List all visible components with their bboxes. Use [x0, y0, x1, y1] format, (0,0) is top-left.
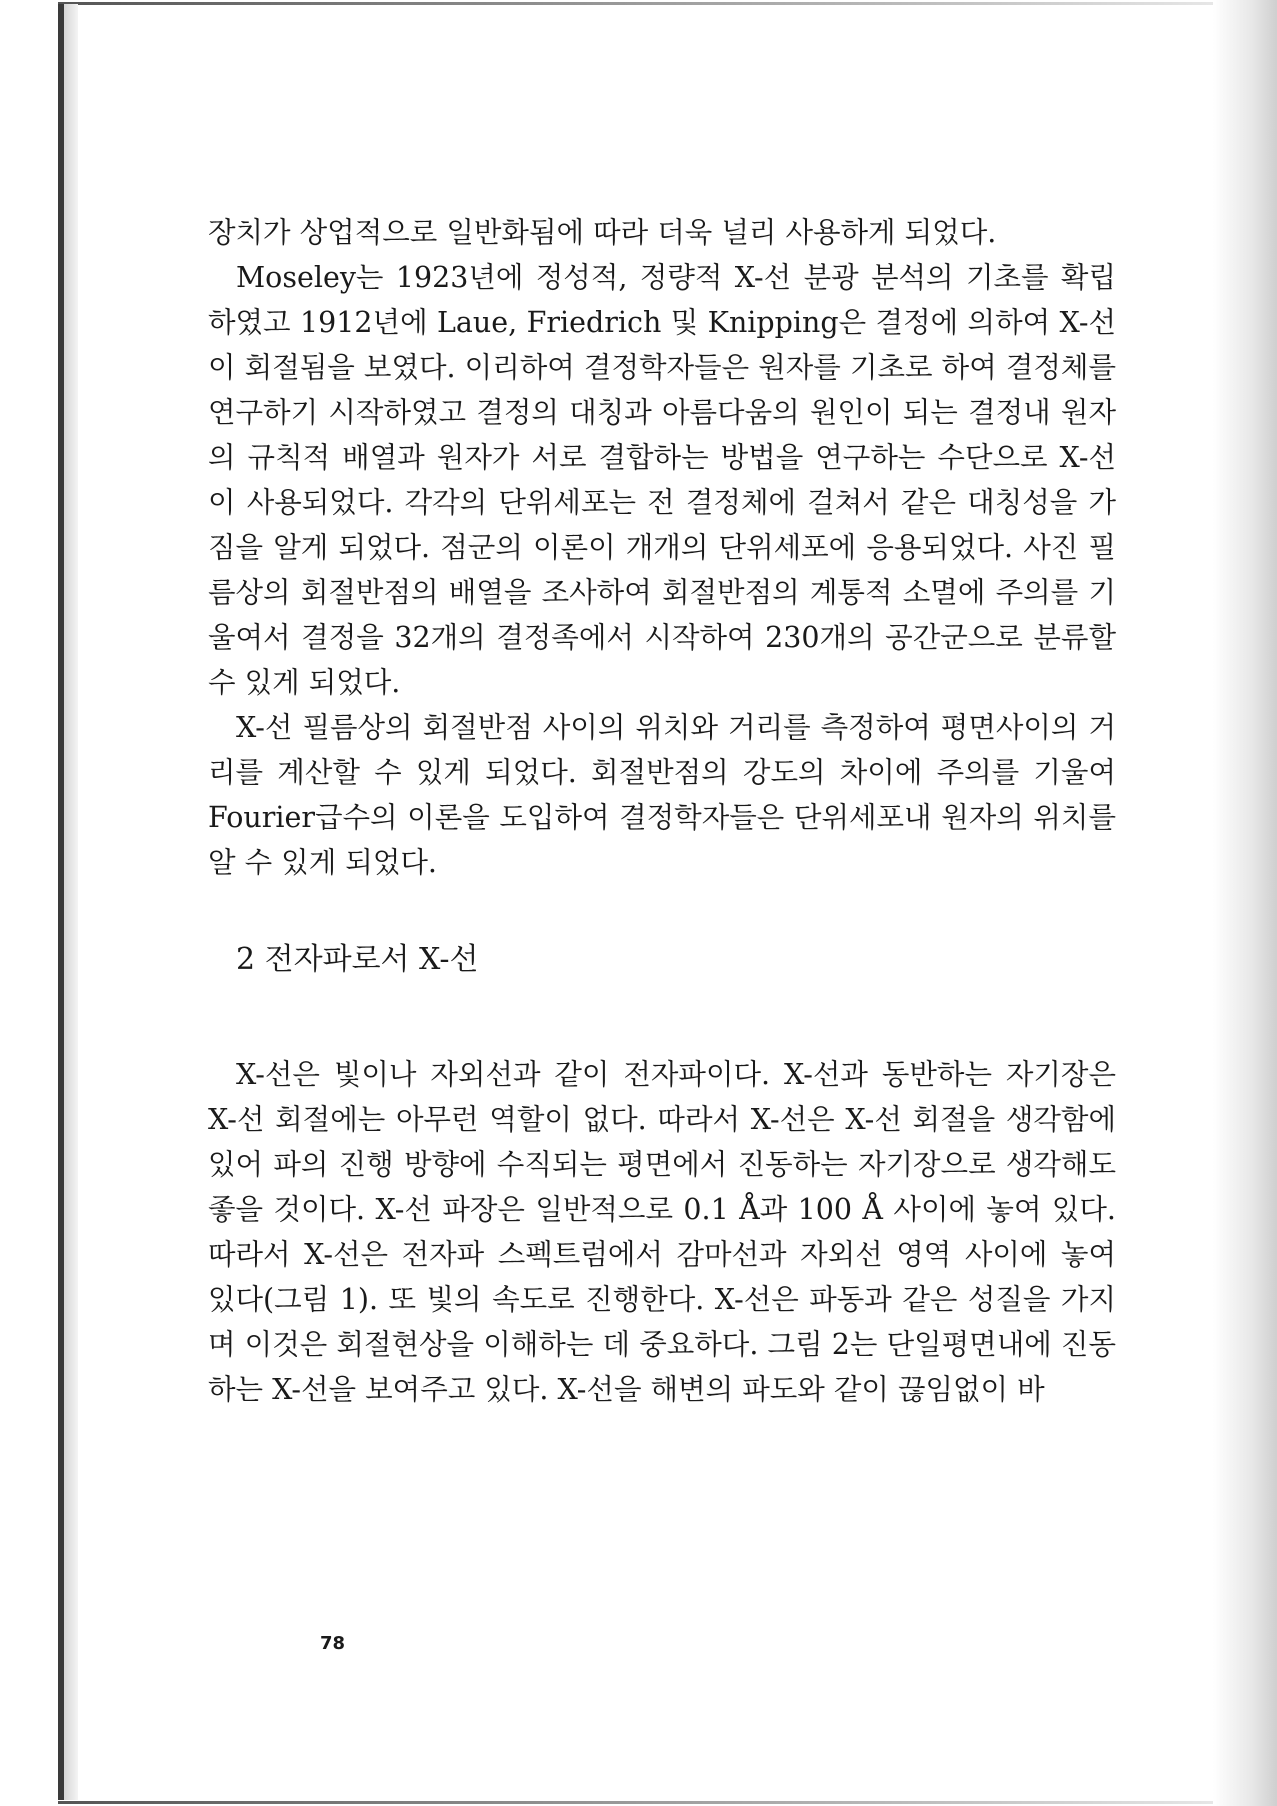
paragraph-1: 장치가 상업적으로 일반화됨에 따라 더욱 널리 사용하게 되었다.	[208, 216, 997, 249]
paragraph-4: X-선은 빛이나 자외선과 같이 전자파이다. X-선과 동반하는 자기장은 X-선 회절에는 아무런 역할이 없다. 따라서 X-선은 X-선 회절을 생각함에 있어 파의 진행 방향에 수직되는 평면에서 진동하는 자기장으로 생각해도 좋을 것이다. X-선 파장은 일반적으로 0.1 Å과 100 Å 사이에 놓여 있다. 따라서 X-선은 전자파 스펙트럼에서 감마선과 자외선 영역 사이에 놓여 있다(그림 1). 또 빛의 속도로 진행한다. X-선은 파동과 같은 성질을 가지며 이것은 회절현상을 이해하는 데 중요하다. 그림 2는 단일평면내에 진동하는 X-선을 보여주고 있다. X-선을 해변의 파도와 같이 끊임없이 바	[208, 1058, 1116, 1406]
paragraph-2: Moseley는 1923년에 정성적, 정량적 X-선 분광 분석의 기초를 확립하였고 1912년에 Laue, Friedrich 및 Knipping은 결정에 의하여 X-선이 회절됨을 보였다. 이리하여 결정학자들은 원자를 기초로 하여 결정체를 연구하기 시작하였고 결정의 대칭과 아름다움의 원인이 되는 결정내 원자의 규칙적 배열과 원자가 서로 결합하는 방법을 연구하는 수단으로 X-선이 사용되었다. 각각의 단위세포는 전 결정체에 걸쳐서 같은 대칭성을 가짐을 알게 되었다. 점군의 이론이 개개의 단위세포에 응용되었다. 사진 필름상의 회절반점의 배열을 조사하여 회절반점의 계통적 소멸에 주의를 기울여서 결정을 32개의 결정족에서 시작하여 230개의 공간군으로 분류할 수 있게 되었다.	[208, 261, 1116, 699]
body-text	[208, 210, 1116, 1412]
paragraph-3: X-선 필름상의 회절반점 사이의 위치와 거리를 측정하여 평면사이의 거리를 계산할 수 있게 되었다. 회절반점의 강도의 차이에 주의를 기울여 Fourier급수의 이론을 도입하여 결정학자들은 단위세포내 원자의 위치를 알 수 있게 되었다.	[208, 711, 1116, 879]
page-right-shadow	[1213, 0, 1277, 1806]
page-bottom-edge	[58, 1801, 1268, 1804]
page-number: 78	[320, 1633, 346, 1654]
book-spine-shadow	[64, 4, 78, 1800]
section-heading: 2 전자파로서 X-선	[236, 942, 479, 977]
